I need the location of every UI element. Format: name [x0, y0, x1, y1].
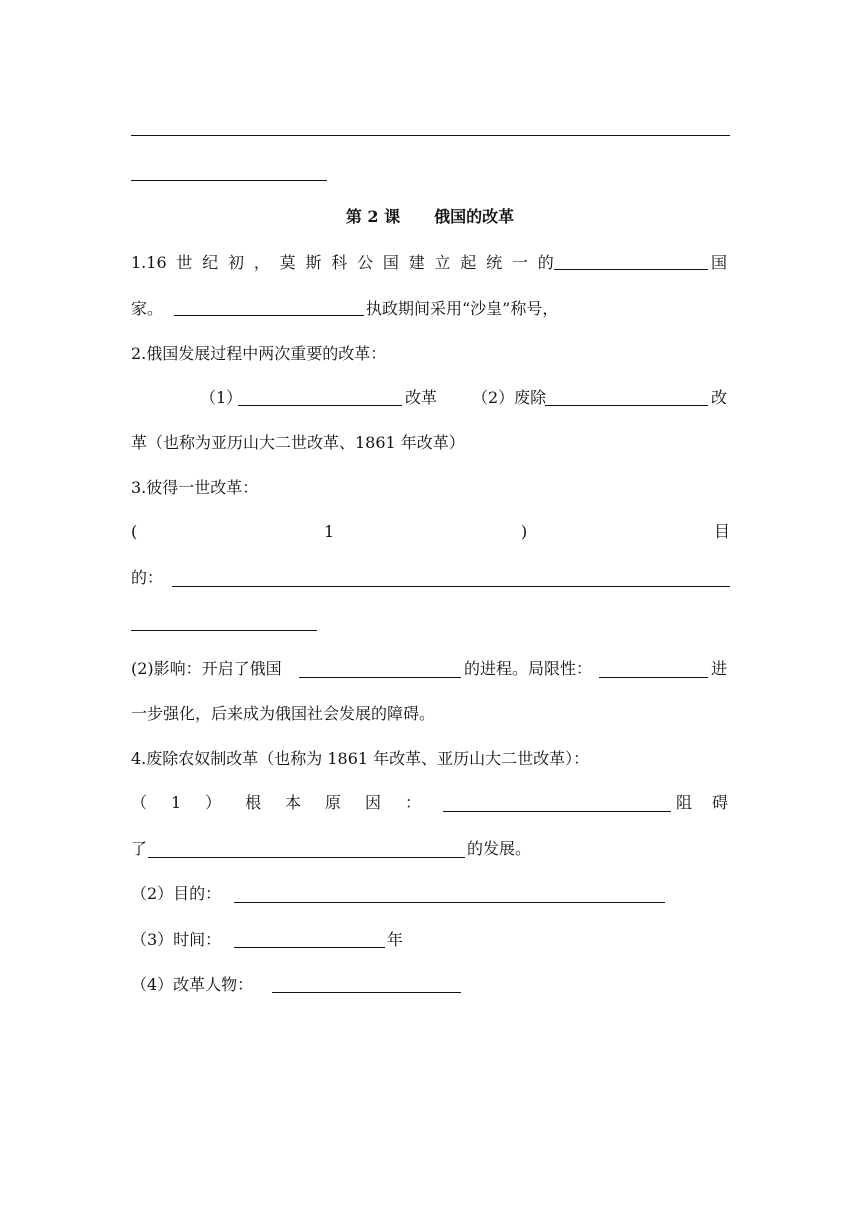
text: 目 [713, 522, 730, 541]
text: 立 [434, 253, 451, 272]
text: 起 [460, 253, 477, 272]
answer-blank[interactable] [238, 405, 402, 406]
text: 国 [382, 253, 399, 272]
text: （2）废除 [472, 388, 547, 407]
text: 改革 [405, 388, 438, 407]
text: 阻 [676, 793, 693, 812]
answer-blank[interactable] [599, 677, 708, 678]
text: （3）时间： [131, 930, 222, 949]
answer-blank[interactable] [131, 180, 327, 181]
text: 建 [408, 253, 425, 272]
question-heading: 2.俄国发展过程中两次重要的改革： [131, 344, 387, 363]
text: （4）改革人物： [131, 975, 254, 994]
answer-blank[interactable] [554, 269, 708, 270]
text: 革（也称为亚历山大二世改革、1861 年改革） [131, 433, 465, 452]
text: 公 [357, 253, 374, 272]
answer-blank[interactable] [545, 405, 708, 406]
answer-blank[interactable] [234, 947, 385, 948]
answer-blank[interactable] [299, 677, 461, 678]
text: (2)影响：开启了俄国 [131, 659, 282, 678]
text: 进 [711, 659, 728, 678]
text: 的 [537, 253, 554, 272]
text: ： [404, 793, 421, 812]
text: 莫 [279, 253, 296, 272]
question-heading: 4.废除农奴制改革（也称为 1861 年改革、亚历山大二世改革）： [131, 749, 590, 768]
answer-blank[interactable] [131, 135, 730, 136]
lesson-title [0, 206, 860, 228]
answer-blank[interactable] [443, 811, 671, 812]
text: 家。 [131, 299, 164, 318]
answer-blank[interactable] [174, 315, 364, 316]
text: 原 [325, 793, 342, 812]
text: 科 [331, 253, 348, 272]
text: 1 [170, 793, 182, 812]
text: 国 [711, 253, 728, 272]
text: 因 [364, 793, 381, 812]
answer-blank[interactable] [172, 586, 730, 587]
text: 年 [387, 930, 404, 949]
text: 世 [176, 253, 193, 272]
text: 根 [245, 793, 262, 812]
text: （1） [200, 388, 243, 407]
text: （ [131, 793, 148, 812]
text: ( [131, 522, 138, 541]
text: ， [253, 253, 270, 272]
text: 执政期间采用“沙皇”称号， [366, 299, 559, 318]
q3-purpose-line1 [131, 522, 730, 542]
answer-blank[interactable] [131, 630, 317, 631]
text: 的： [131, 568, 164, 587]
text: 了 [131, 839, 148, 858]
text: 本 [285, 793, 302, 812]
text: 的进程。局限性： [464, 659, 593, 678]
text: ) [520, 522, 528, 541]
lesson-name: 俄国的改革 [434, 207, 515, 226]
text: 1 [324, 522, 335, 541]
text: 一步强化，后来成为俄国社会发展的障碍。 [131, 704, 436, 723]
q1-line1 [131, 253, 554, 273]
text: 1.16 [131, 253, 167, 272]
text: 改 [711, 388, 728, 407]
text: ） [205, 793, 222, 812]
text: 碍 [712, 793, 729, 812]
text: 一 [511, 253, 528, 272]
text: 初 [228, 253, 245, 272]
text: （2）目的： [131, 884, 222, 903]
text: 斯 [305, 253, 322, 272]
q4-cause-prefix [131, 793, 421, 813]
lesson-number: 第 2 课 [345, 207, 401, 226]
question-heading: 3.彼得一世改革： [131, 478, 259, 497]
text: 纪 [202, 253, 219, 272]
answer-blank[interactable] [234, 902, 665, 903]
text: 统 [486, 253, 503, 272]
text: 的发展。 [467, 839, 532, 858]
answer-blank[interactable] [272, 992, 461, 993]
answer-blank[interactable] [148, 857, 465, 858]
